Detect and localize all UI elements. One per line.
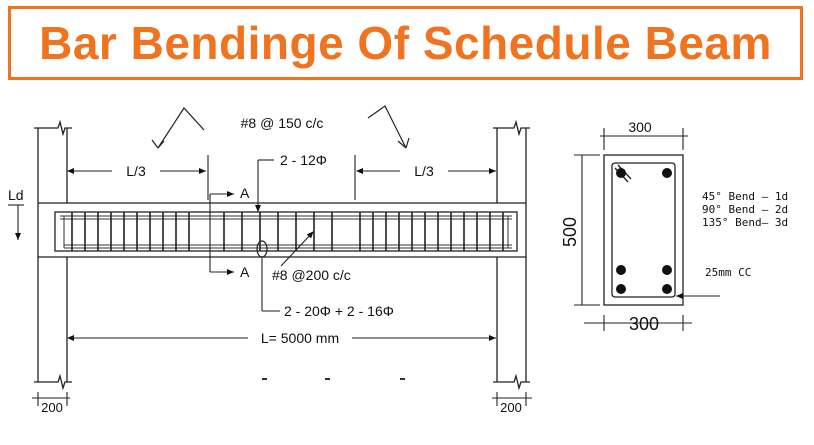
section-mark-top: A (240, 185, 250, 201)
bottom-bars-label: 2 - 20Φ + 2 - 16Φ (284, 303, 394, 319)
bend-note-90: 90° Bend – 2d (702, 203, 789, 216)
stirrup-mid-leader (281, 232, 313, 266)
ld-leader (8, 205, 24, 240)
support-left-label: 200 (41, 400, 63, 415)
support-dimensions (32, 392, 532, 406)
cover-label: 25mm CC (705, 266, 752, 279)
span-label: L= 5000 mm (260, 330, 340, 346)
stirrup-end-label: #8 @ 150 c/c (240, 115, 324, 131)
support-right-label: 200 (500, 400, 522, 415)
section-bottom-width: 300 (628, 314, 660, 334)
section-top-width: 300 (628, 119, 652, 135)
right-column (493, 122, 530, 388)
bend-note-45: 45° Bend – 1d (702, 190, 789, 203)
section-mark-lines (210, 194, 234, 272)
left-column (34, 122, 72, 388)
span-ticks (262, 378, 405, 380)
bottom-bars-leader (262, 257, 280, 311)
section-depth: 500 (560, 216, 580, 248)
ld-label: Ld (8, 187, 24, 203)
page-title: Bar Bendinge Of Schedule Beam (39, 17, 772, 69)
lap-marker (257, 241, 267, 257)
section-outline (604, 155, 683, 305)
rebar-lines (60, 216, 512, 248)
top-bars-label: 2 - 12Φ (280, 152, 327, 168)
l3-right-label: L/3 (414, 163, 434, 179)
l3-left-label: L/3 (126, 163, 146, 179)
section-bars (616, 168, 672, 294)
top-bars-leader (258, 160, 274, 212)
stirrup-mid-label: #8 @200 c/c (272, 267, 351, 283)
section-mark-bottom: A (240, 264, 250, 280)
bend-note-135: 135° Bend– 3d (702, 216, 789, 229)
bend-notes (702, 190, 788, 229)
